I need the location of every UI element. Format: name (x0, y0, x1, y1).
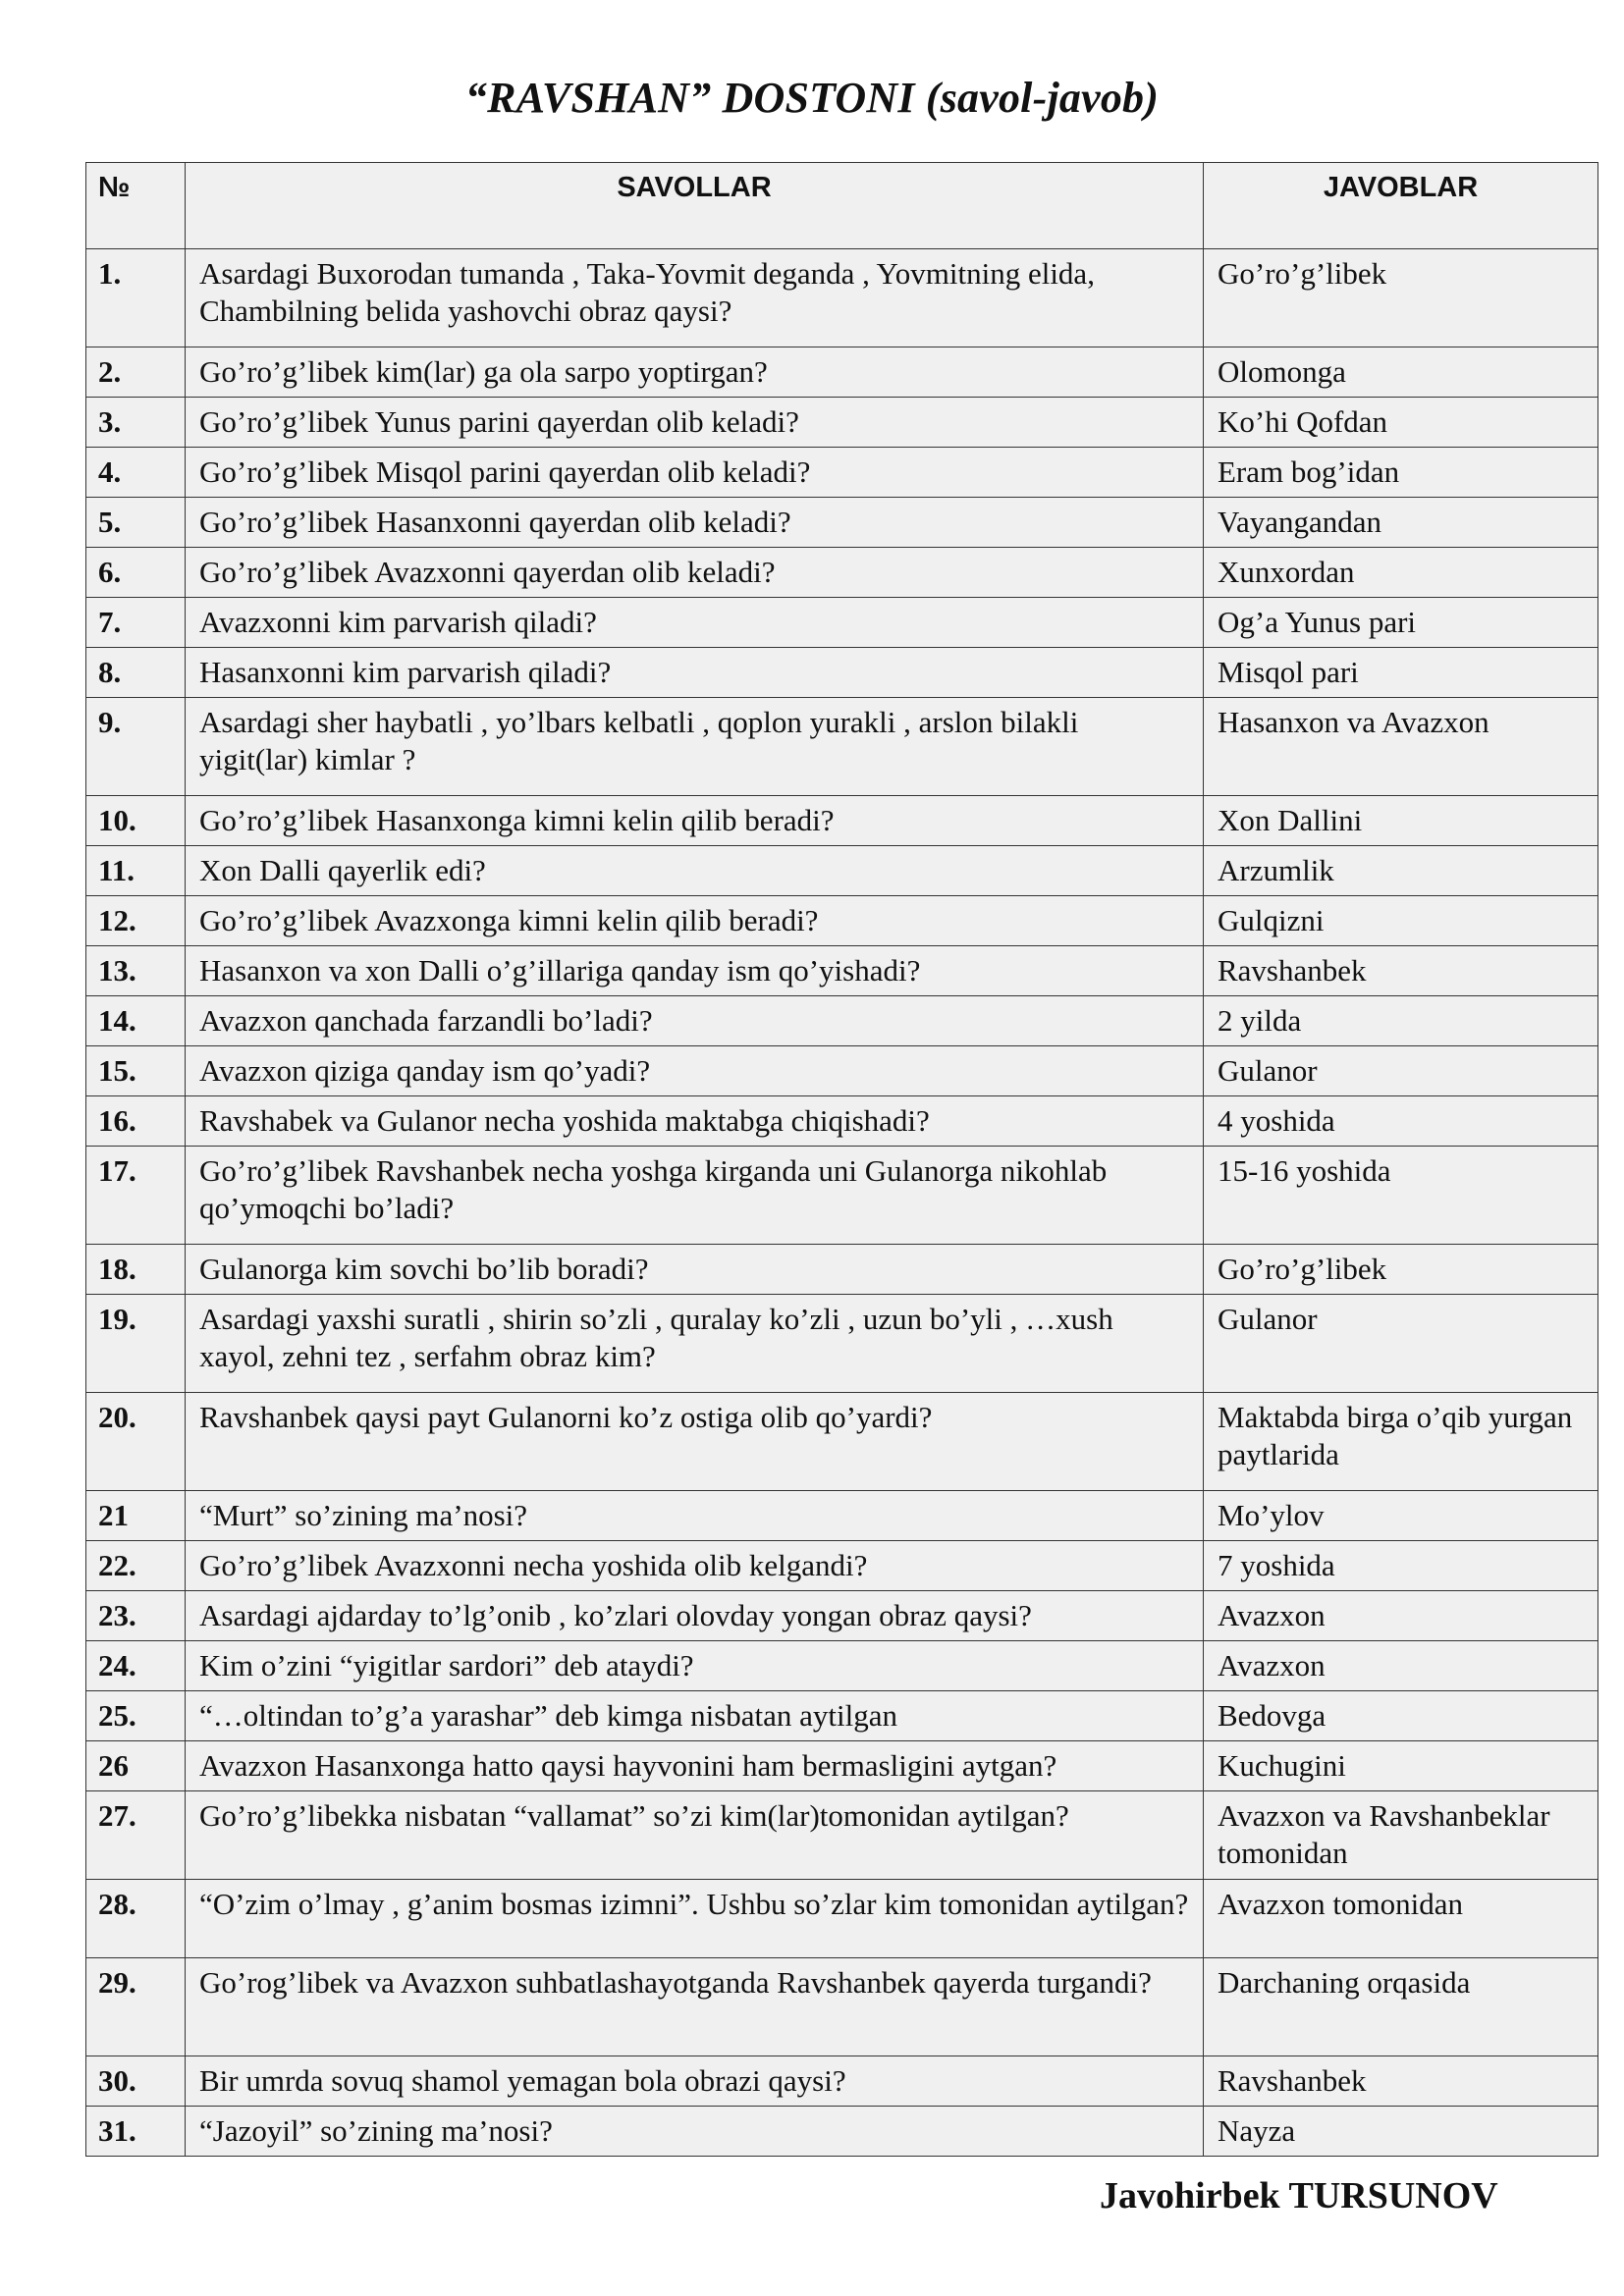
row-answer: 7 yoshida (1204, 1541, 1598, 1591)
row-number: 17. (86, 1147, 186, 1245)
table-row (86, 1096, 1598, 1147)
table-row (86, 2107, 1598, 2157)
qa-table (85, 162, 1598, 2157)
row-number: 21 (86, 1491, 186, 1541)
table-row (86, 1880, 1598, 1958)
table-row (86, 1393, 1598, 1491)
table-header-row (86, 163, 1598, 249)
qa-table-body (86, 249, 1598, 2157)
row-question: Go’ro’g’libek Misqol parini qayerdan olib keladi? (186, 448, 1204, 498)
table-row (86, 846, 1598, 896)
table-row (86, 1741, 1598, 1791)
row-answer: Gulanor (1204, 1046, 1598, 1096)
row-number: 30. (86, 2056, 186, 2107)
row-question: “Jazoyil” so’zining ma’nosi? (186, 2107, 1204, 2157)
row-answer: Kuchugini (1204, 1741, 1598, 1791)
table-row (86, 1295, 1598, 1393)
row-answer: Ravshanbek (1204, 946, 1598, 996)
row-number: 3. (86, 398, 186, 448)
row-question: Go’rog’libek va Avazxon suhbatlashayotganda Ravshanbek qayerda turgandi? (186, 1958, 1204, 2056)
table-row (86, 1541, 1598, 1591)
row-number: 27. (86, 1791, 186, 1880)
table-row (86, 249, 1598, 347)
table-row (86, 1046, 1598, 1096)
row-number: 9. (86, 698, 186, 796)
row-answer: Ko’hi Qofdan (1204, 398, 1598, 448)
row-answer: Gulanor (1204, 1295, 1598, 1393)
row-question: Asardagi ajdarday to’lg’onib , ko’zlari olovday yongan obraz qaysi? (186, 1591, 1204, 1641)
table-row (86, 648, 1598, 698)
row-question: “O’zim o’lmay , g’anim bosmas izimni”. Ushbu so’zlar kim tomonidan aytilgan? (186, 1880, 1204, 1958)
row-number: 26 (86, 1741, 186, 1791)
row-question: Go’ro’g’libek kim(lar) ga ola sarpo yoptirgan? (186, 347, 1204, 398)
row-answer: 2 yilda (1204, 996, 1598, 1046)
row-question: “…oltindan to’g’a yarashar” deb kimga nisbatan aytilgan (186, 1691, 1204, 1741)
row-number: 20. (86, 1393, 186, 1491)
row-answer: Avazxon tomonidan (1204, 1880, 1598, 1958)
row-answer: Olomonga (1204, 347, 1598, 398)
row-question: Go’ro’g’libek Avazxonga kimni kelin qilib beradi? (186, 896, 1204, 946)
row-answer: Og’a Yunus pari (1204, 598, 1598, 648)
header-answers: JAVOBLAR (1204, 163, 1598, 249)
row-question: Go’ro’g’libekka nisbatan “vallamat” so’zi kim(lar)tomonidan aytilgan? (186, 1791, 1204, 1880)
row-number: 22. (86, 1541, 186, 1591)
table-row (86, 2056, 1598, 2107)
row-question: Hasanxonni kim parvarish qiladi? (186, 648, 1204, 698)
row-answer: Hasanxon va Avazxon (1204, 698, 1598, 796)
table-row (86, 796, 1598, 846)
row-answer: Go’ro’g’libek (1204, 1245, 1598, 1295)
row-question: Go’ro’g’libek Hasanxonga kimni kelin qilib beradi? (186, 796, 1204, 846)
row-number: 12. (86, 896, 186, 946)
row-answer: Nayza (1204, 2107, 1598, 2157)
table-row (86, 1958, 1598, 2056)
row-question: Go’ro’g’libek Hasanxonni qayerdan olib keladi? (186, 498, 1204, 548)
row-question: Ravshabek va Gulanor necha yoshida maktabga chiqishadi? (186, 1096, 1204, 1147)
row-question: Go’ro’g’libek Avazxonni qayerdan olib keladi? (186, 548, 1204, 598)
table-row (86, 1491, 1598, 1541)
row-answer: Arzumlik (1204, 846, 1598, 896)
row-answer: 15-16 yoshida (1204, 1147, 1598, 1245)
row-number: 11. (86, 846, 186, 896)
row-answer: Darchaning orqasida (1204, 1958, 1598, 2056)
table-row (86, 1691, 1598, 1741)
row-question: Avazxon qanchada farzandli bo’ladi? (186, 996, 1204, 1046)
row-answer: 4 yoshida (1204, 1096, 1598, 1147)
table-row (86, 996, 1598, 1046)
author-signature: Javohirbek TURSUNOV (1100, 2175, 1498, 2216)
row-number: 31. (86, 2107, 186, 2157)
header-questions: SAVOLLAR (186, 163, 1204, 249)
row-number: 18. (86, 1245, 186, 1295)
row-question: Asardagi sher haybatli , yo’lbars kelbatli , qoplon yurakli , arslon bilakli yigit(lar) kimlar ? (186, 698, 1204, 796)
table-row (86, 448, 1598, 498)
row-answer: Xon Dallini (1204, 796, 1598, 846)
table-row (86, 1791, 1598, 1880)
row-answer: Xunxordan (1204, 548, 1598, 598)
table-row (86, 347, 1598, 398)
row-answer: Mo’ylov (1204, 1491, 1598, 1541)
table-row (86, 598, 1598, 648)
row-question: Ravshanbek qaysi payt Gulanorni ko’z ostiga olib qo’yardi? (186, 1393, 1204, 1491)
row-number: 14. (86, 996, 186, 1046)
row-number: 6. (86, 548, 186, 598)
table-row (86, 498, 1598, 548)
row-answer: Vayangandan (1204, 498, 1598, 548)
row-question: Kim o’zini “yigitlar sardori” deb ataydi? (186, 1641, 1204, 1691)
row-answer: Ravshanbek (1204, 2056, 1598, 2107)
row-number: 7. (86, 598, 186, 648)
page-title: “RAVSHAN” DOSTONI (savol-javob) (464, 74, 1160, 122)
row-question: Avazxon Hasanxonga hatto qaysi hayvonini ham bermasligini aytgan? (186, 1741, 1204, 1791)
row-number: 1. (86, 249, 186, 347)
row-answer: Maktabda birga o’qib yurgan paytlarida (1204, 1393, 1598, 1491)
table-row (86, 946, 1598, 996)
row-number: 25. (86, 1691, 186, 1741)
row-answer: Go’ro’g’libek (1204, 249, 1598, 347)
table-row (86, 1641, 1598, 1691)
row-number: 28. (86, 1880, 186, 1958)
row-question: Asardagi Buxorodan tumanda , Taka-Yovmit deganda , Yovmitning elida, Chambilning belida yashovchi obraz qaysi? (186, 249, 1204, 347)
table-row (86, 548, 1598, 598)
table-row (86, 1245, 1598, 1295)
row-number: 8. (86, 648, 186, 698)
row-question: Go’ro’g’libek Ravshanbek necha yoshga kirganda uni Gulanorga nikohlab qo’ymoqchi bo’ladi? (186, 1147, 1204, 1245)
row-number: 2. (86, 347, 186, 398)
row-number: 16. (86, 1096, 186, 1147)
row-number: 15. (86, 1046, 186, 1096)
row-number: 10. (86, 796, 186, 846)
row-number: 4. (86, 448, 186, 498)
table-row (86, 698, 1598, 796)
row-number: 19. (86, 1295, 186, 1393)
header-number: № (86, 163, 186, 249)
row-number: 29. (86, 1958, 186, 2056)
row-question: Bir umrda sovuq shamol yemagan bola obrazi qaysi? (186, 2056, 1204, 2107)
row-answer: Gulqizni (1204, 896, 1598, 946)
row-answer: Avazxon va Ravshanbeklar tomonidan (1204, 1791, 1598, 1880)
row-question: Xon Dalli qayerlik edi? (186, 846, 1204, 896)
row-question: Gulanorga kim sovchi bo’lib boradi? (186, 1245, 1204, 1295)
row-number: 24. (86, 1641, 186, 1691)
row-number: 13. (86, 946, 186, 996)
row-answer: Avazxon (1204, 1591, 1598, 1641)
row-number: 5. (86, 498, 186, 548)
row-question: Go’ro’g’libek Avazxonni necha yoshida olib kelgandi? (186, 1541, 1204, 1591)
row-answer: Avazxon (1204, 1641, 1598, 1691)
table-row (86, 398, 1598, 448)
table-row (86, 896, 1598, 946)
table-row (86, 1147, 1598, 1245)
row-question: “Murt” so’zining ma’nosi? (186, 1491, 1204, 1541)
row-question: Go’ro’g’libek Yunus parini qayerdan olib keladi? (186, 398, 1204, 448)
row-question: Avazxonni kim parvarish qiladi? (186, 598, 1204, 648)
row-number: 23. (86, 1591, 186, 1641)
row-question: Hasanxon va xon Dalli o’g’illariga qanday ism qo’yishadi? (186, 946, 1204, 996)
row-answer: Misqol pari (1204, 648, 1598, 698)
row-question: Asardagi yaxshi suratli , shirin so’zli , quralay ko’zli , uzun bo’yli , …xush xayol, zehni tez , serfahm obraz kim? (186, 1295, 1204, 1393)
row-answer: Eram bog’idan (1204, 448, 1598, 498)
row-answer: Bedovga (1204, 1691, 1598, 1741)
table-row (86, 1591, 1598, 1641)
row-question: Avazxon qiziga qanday ism qo’yadi? (186, 1046, 1204, 1096)
